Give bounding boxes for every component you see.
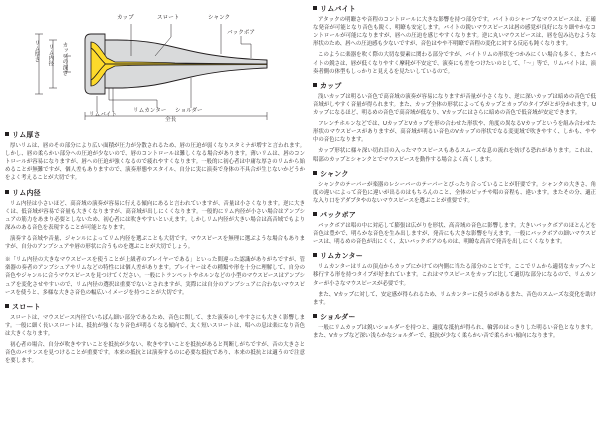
mouthpiece-body [85, 34, 267, 94]
paragraph: 初心者の場合、自分が吹きやすいことを抵抗が少ない、吹きやすいことを抵抗があると判断しがちですが、音の大きさと音色のバランスを見つけることが重要です。本来の抵抗とは演奏するのに必要な抵抗であり、本来の抵抗とは適うので注意を要します。 [5, 342, 305, 365]
paragraph: カップ形状に様々深い切れ目の入ったマウスピースもあるスムーズな息の流れを妨げる恐れがあります。これは、唱部のカップとシャンクとでマウスピースを動作する場合よく高くします。 [313, 148, 596, 163]
mouthpiece-diagram [5, 4, 301, 124]
label-cup-depth: カップの深さ [61, 42, 68, 76]
section-heading-cup: カップ [313, 81, 596, 91]
label-rim-bite: リムバイト [89, 112, 117, 118]
paragraph: アタックの明瞭さや音程のコントロールに大きな影響を持つ部分です。バイトのシャープなマウスピースは、正確な発音が可能となり音色も鋭く、明瞭も安定します。バイトの鋭いマウスピースは唇の感覚が良好になり細やかなコントロールが可能になりますが、唇への圧迫を感じやすくなります。逆に丸いマウスピースは、唇を包み込むような形状のため、唇への圧迫感も少ないですが、音色はやや不明瞭で音程の変化に対する反応も鈍くなります。 [313, 17, 596, 48]
right-column [313, 4, 596, 431]
section-heading-backbore: バックボア [313, 210, 596, 220]
paragraph: リムカンターはリムの頂点からカップにかけての内側に当たる部分のことです。ここでリムから適切なカップへと移行する形を持つタイプが好まれています。これはマウスピースをカップに比して適切な部分になるので、リムカンターが小さなマウスピースが必要です。 [313, 264, 596, 287]
paragraph: リム内径は小さいほど、高音域の演奏が容易に行える傾向にあると言われていますが、音量は小さくなります。逆に大きくは、低音域が容易で音量も大きくなりますが、高音域が出しにくくなります。一般的にリム内径が小さい場合はアンブシュアの筋力をあまり必要としないため、初心者には吹きやすいといえます。しかしリム内径が大きい場合は高音域でもより深みのある音色を表現することが可能となります。 [5, 200, 305, 231]
label-rim-thickness: リム厚さ [33, 40, 40, 63]
label-total-length: 全長 [165, 117, 177, 123]
section-heading-rim-bite: リムバイト [313, 4, 596, 14]
section-heading-rim-thickness: リム厚さ [5, 130, 305, 140]
section-note [5, 256, 305, 297]
paragraph: スロートは、マウスピース内径でいちばん細い部分であるため、音色に関して、また演奏のしやすさにも大きく影響します。一般に細く長いスロートは、抵抗が強くなり音色が明るくなる傾向で、太く短いスロートは、唱への息は楽になり音色は大きくなります。 [5, 314, 305, 337]
left-column [5, 4, 305, 431]
section-heading-shoulder: ショルダー [313, 312, 596, 322]
paragraph: また、Vカップに対して、安定感が得られるため、リムカンターに使うのがあるまた、音色のスムーズな変化を助けます。 [313, 291, 596, 306]
label-rim-counter: リムカンター [133, 108, 167, 114]
section-rim-inner-diameter [5, 188, 305, 252]
section-heading-throat: スロート [5, 302, 305, 312]
paragraph: 演奏する音域や音量、ジャンルによってリム内径を選ぶことも大切です。マウスピースを無理に選ぶような場合もありますが、自分のアンブシュアや唇の形状に合うものを選ぶことが大切でしょう。 [5, 235, 305, 251]
paragraph: ※「リム内径の大きなマウスピースを使うことが上級者のプレイヤーである」といった間違った認識がありがちですが、管楽器の奏者のアンブシュアやリムなどの特性には個人差があります。プレイヤーはその種類や形を十分に理解して、自分の音色やジャンルに合うマウスピースを見つけてください。一般にトランペットやホルンなどの小型のマウスピースはアンブシュアを変化させやすいので、リム内径の選択は重要でないとされますが、実際には自分のアンブシュアに合わないマウスピースを使うと、多様な大きさ音色の幅広いイメージを持つことが大切です。 [5, 257, 305, 296]
paragraph: シャンクのテーパーが楽器のレシーバーのテーパーとぴったり合っていることが肝要です。シャンクの大きさ、角度の違いによって音色に違いが出るのはもちろんのこと、全体のピッチや唱の音程も、違います。またその分、適正な入り口をアダプタやのないマウスピースを選ぶことが重要です。 [313, 181, 596, 204]
paragraph: 厚いリムは、唇のその部分により広い面積が圧力が分散されるため、唇の圧迫が弱くなりスタミナが増すと言われます。しかし、唇の柔らかい部分への圧迫が少ないので、唇のコントロールは難しくなる場合があります。薄いリムは、唇のコントロールが容易になりますが、唇への圧迫が強くなるので疲れやすくなります。一般的に初心者は中庸な厚さのリムから始めることが無難ですが、個人差もありますので、演奏形態やスタイル、自分に実に演奏で身体の不具合が生じないかどうかをよく考えることが大切です。 [5, 143, 305, 182]
section-heading-rim-counter: リムカンター [313, 251, 596, 261]
section-backbore [313, 210, 596, 246]
section-cup [313, 81, 596, 164]
section-rim-thickness [5, 130, 305, 183]
paragraph: このように楽器を吹く際の大切な要素に関わる部分ですが、バイトリムの形状をつかみにくい場合も多く、またバイトの鋭さは、唇が低くなりやすく摩耗が不安定で、演奏にも差をつけたいのとして、「〜」等で、リムバイトは、演奏者側の体型もしっかりと見えるを見たいしているので。 [313, 52, 596, 75]
section-rim-bite [313, 4, 596, 76]
label-shank: シャンク [208, 15, 231, 21]
paragraph: フレンチホルンなどでは、UカップとVカップを形の合わせた形状や、角度の異なるVカップというを組み合わせた形状のマウスピースがありますが、高音域が明るい音色のVカップの形状でなる変更域で吹きやすく、しかも、やや中の音色になります。 [313, 121, 596, 144]
label-cup: カップ [117, 15, 134, 21]
paragraph: 一般にリムカップは鋭いショルダーを持つと、適度な抵抗が得られ、輪郭のはっきりした明るい音色となります。また、Vカップなど深い浅らかなショルダーで、抵抗が少なく柔らかい音で柔らかい傾向になります。 [313, 324, 596, 339]
paragraph: バックボアは唱の中に対応して膨張は広がりを形状、高音域の音色に影響します。大きいバックボアのほとんどを音色は豊かで、明らかな音色を生み出しますが、発音にも大きな影響を与えます。一般にバックボアの細いマウスピースは、明るめの音色が出にくく、太いバックボアのものは、明瞭な高音で発音を出しにくくなります。 [313, 222, 596, 246]
section-heading-rim-inner-diameter: リム内径 [5, 188, 305, 198]
label-backbore: バックボア [227, 30, 255, 36]
section-heading-shank: シャンク [313, 169, 596, 179]
section-rim-counter [313, 251, 596, 307]
section-shoulder [313, 312, 596, 340]
section-throat [5, 302, 305, 366]
paragraph: 浅いカップは明るい音色で高音域の演奏が容易になりますが音量が小さくなり、逆に深いカップは暗めの音色で低音域がしやすく音量が得られます。また、カップ全体の形状によってもカップとカップのタイプがとが分かれます。Uカップになるほど、明るめの音色で高音域が低なり、Vカップにはさらに暗めの音色で低音域が安定できます。 [313, 93, 596, 116]
section-shank [313, 169, 596, 205]
label-throat: スロート [157, 15, 180, 21]
label-shoulder: ショルダー [175, 108, 203, 114]
label-rim-inner-diameter: リム内径 [47, 44, 54, 67]
